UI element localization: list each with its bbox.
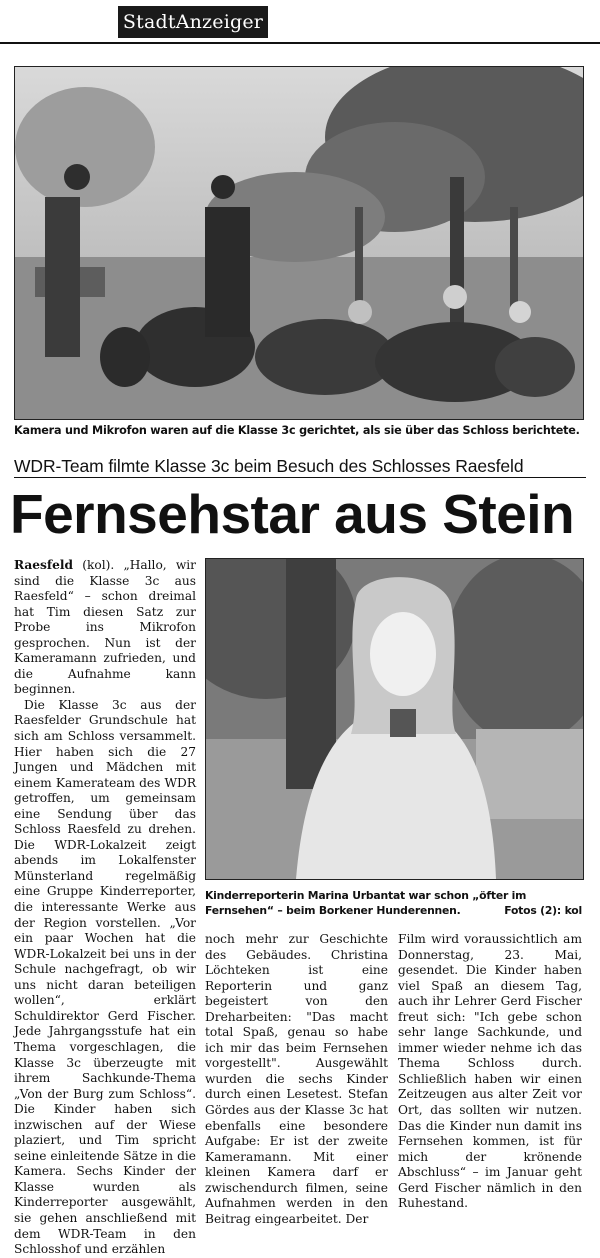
photo-caption-2 xyxy=(205,889,582,918)
photo-caption: Kamera und Mikrofon waren auf die Klasse 3c gerichtet, als sie über das Schloss berichtete. xyxy=(14,424,580,437)
caption-line-1 xyxy=(205,889,582,904)
caption-text: Kinderreporterin Marina Urbantat war schon „öfter im xyxy=(205,889,527,902)
photo-credit: Fotos (2): kol xyxy=(504,903,582,917)
article-column-3 xyxy=(398,932,582,1212)
article-paragraph: noch mehr zur Geschichte des Gebäudes. Christina Löchteken ist eine Reporterin und ganz begeistert von den Dreharbeiten: "Das macht total Spaß, genau so habe ich mir das beim Fernsehen vorgestellt". Ausgewählt wurden die sechs Kinder durch einen Lesetest. Stefan Gördes aus der Klasse 3c hat ebenfalls eine besondere Aufgabe: Er ist der zweite Kameramann. Mit einer kleinen Kamera darf er zwischendurch filmen, seine Aufnahmen werden in den Beitrag eingearbeitet. Der xyxy=(205,932,388,1226)
article-column-1 xyxy=(14,558,196,1258)
article-paragraph xyxy=(14,558,196,698)
photo-marina-urbantat xyxy=(205,558,584,880)
masthead-rule xyxy=(0,42,600,44)
article-paragraph: Die Klasse 3c aus der Raesfelder Grundschule hat sich am Schloss versammelt. Hier haben sich die 27 Jungen und Mädchen mit einem Kamerateam des WDR getroffen, um gemeinsam eine Sendung über das Schloss Raesfeld zu drehen. Die WDR-Lokalzeit zeigt abends im Lokalfenster Münsterland regelmäßig eine Gruppe Kinderreporter, die interessante Werke aus der Region vorstellen. „Vor ein paar Wochen hat die WDR-Lokalzeit bei uns in der Schule nachgefragt, ob wir uns nicht daran beteiligen wollen“, erklärt Schuldirektor Gerd Fischer. Jede Jahrgangsstufe hat ein Thema vorgeschlagen, die Klasse 3c überzeugte mit ihrem Sachkunde-Thema „Von der Burg zum Schloss“. Die Kinder haben sich inzwischen auf der Wiese plaziert, und Tim spricht seine einleitende Sätze in die Kamera. Sechs Kinder der Klasse wurden als Kinderreporter ausgewählt, sie gehen anschließend mit dem WDR-Team in den Schlosshof und erzählen xyxy=(14,697,196,1257)
photo-class-outdoors xyxy=(14,66,584,420)
paragraph-text: (kol). „Hallo, wir sind die Klasse 3c aus Raesfeld“ – schon dreimal hat Tim diesen Satz zur Probe ins Mikrofon gesprochen. Nun ist der Kameramann zufrieden, und die Aufnahme kann beginnen. xyxy=(14,558,197,697)
caption-text: Fernsehen“ – beim Borkener Hunderennen. xyxy=(205,903,461,917)
article-column-2 xyxy=(205,932,388,1227)
headline: Fernsehstar aus Stein xyxy=(10,483,575,545)
masthead: StadtAnzeiger xyxy=(118,6,268,38)
photo-marina-urbantat-image xyxy=(206,559,583,879)
kicker-subheadline: WDR-Team filmte Klasse 3c beim Besuch des Schlosses Raesfeld xyxy=(14,456,524,476)
photo-class-outdoors-image xyxy=(15,67,583,419)
dateline: Raesfeld xyxy=(14,558,74,572)
kicker-underline xyxy=(14,477,586,478)
caption-line-2 xyxy=(205,904,582,919)
article-paragraph: Film wird voraussichtlich am Donnerstag, 23. Mai, gesendet. Die Kinder haben viel Spaß an diesem Tag, auch ihr Lehrer Gerd Fischer freut sich: "Ich gebe schon sehr lange Sachkunde, und immer wieder nehme ich das Thema Schloss durch. Schließlich haben wir einen Zeitzeugen aus alter Zeit vor Ort, das sollten wir nutzen. Das die Kinder nun damit ins Fernsehen kommen, ist für mich der krönende Abschluss“ – im Januar geht Gerd Fischer nämlich in den Ruhestand. xyxy=(398,932,582,1211)
